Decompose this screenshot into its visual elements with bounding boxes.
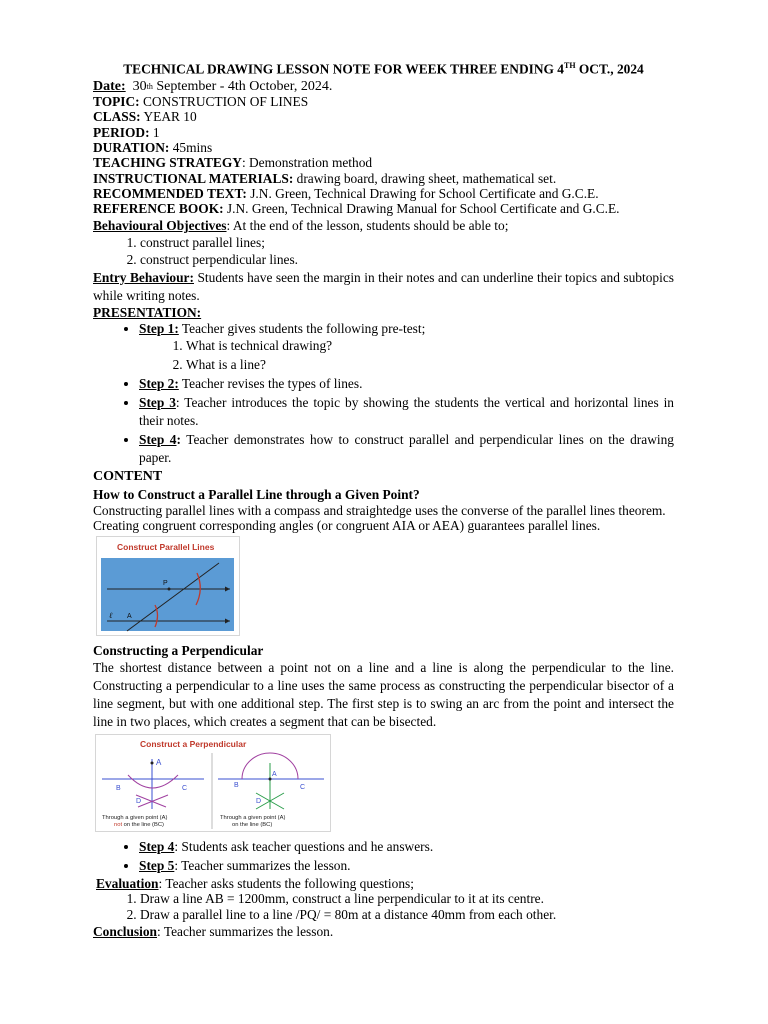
strategy-label: TEACHING STRATEGY (93, 155, 242, 171)
left-point-a (151, 761, 154, 764)
point-p (168, 587, 171, 590)
step-label: Step 1: (139, 321, 179, 337)
perpendicular-text: The shortest distance between a point not on a line and a line is along the perpendicular to the line. Constructing a perpendicular to a line uses the same process as constructing the perpendicular bisector of a line segment, but with one additional step. The first step is to swing an arc from the point and intersect the line in two places, which creates a segment that can be bisected. (93, 659, 674, 729)
topic-label: TOPIC: (93, 94, 140, 110)
topic-value: CONSTRUCTION OF LINES (139, 94, 309, 110)
step-text: Teacher demonstrates how to construct parallel and perpendicular lines on the drawing paper. (139, 432, 674, 465)
right-label-a: A (272, 770, 277, 778)
left-caption-line2 (114, 822, 164, 828)
period-value: 1 (149, 124, 160, 140)
entry-behaviour (93, 269, 674, 305)
duration-value: 45mins (169, 139, 213, 155)
duration-row (93, 140, 674, 155)
recommended-row (93, 186, 674, 201)
list-item: 2. What is a line? (186, 356, 674, 373)
right-label-b: B (234, 781, 239, 789)
list-item: 2. Draw a parallel line to a line /PQ/ = 80m at a distance 40mm from each other. (140, 907, 674, 924)
title-text: TECHNICAL DRAWING LESSON NOTE FOR WEEK THREE ENDING 4 (123, 61, 564, 77)
evaluation-label: Evaluation (96, 875, 159, 891)
step-label: Step 2: (139, 376, 179, 392)
step-text: : Students ask teacher questions and he answers. (174, 838, 434, 854)
reference-label: REFERENCE BOOK: (93, 201, 224, 217)
class-value: YEAR 10 (140, 109, 197, 125)
list-item: 1. What is technical drawing? (186, 337, 674, 354)
class-row (93, 109, 674, 124)
objectives-value: : At the end of the lesson, students should be able to; (226, 218, 509, 234)
topic-row (93, 94, 674, 109)
right-caption-line2: on the line (BC) (232, 821, 273, 828)
title-sup: TH (563, 61, 576, 70)
list-item (139, 857, 674, 874)
step-colon: : (176, 432, 181, 448)
step-label: Step 3 (139, 395, 176, 411)
step-label: Step 4 (139, 838, 175, 854)
date-row (93, 79, 674, 94)
left-caption-not: not (114, 821, 123, 828)
right-label-d: D (256, 797, 262, 805)
strategy-row (93, 155, 674, 170)
left-arc (128, 775, 178, 788)
entry-label: Entry Behaviour: (93, 269, 194, 285)
label-l: ℓ (109, 610, 113, 620)
label-a: A (127, 612, 132, 620)
closing-steps (93, 838, 674, 874)
lesson-note (93, 58, 674, 939)
date-label: Date: (93, 78, 126, 94)
label-p: P (163, 579, 168, 587)
list-item: 1. Draw a line AB = 1200mm, construct a line perpendicular to it at its centre. (140, 891, 674, 908)
materials-label: INSTRUCTIONAL MATERIALS: (93, 170, 294, 186)
conclusion-label: Conclusion (93, 923, 157, 939)
reference-row (93, 201, 674, 216)
left-label-a: A (156, 757, 162, 767)
perpendicular-figure (95, 734, 331, 832)
parallel-heading: How to Construct a Parallel Line through a Given Point? (93, 487, 420, 503)
strategy-value: : Demonstration method (241, 155, 373, 171)
date-sup: th (146, 81, 153, 91)
page-title (93, 58, 674, 77)
list-item (139, 394, 674, 429)
list-item (139, 431, 674, 466)
content-heading: CONTENT (93, 469, 163, 485)
evaluation-value: : Teacher asks students the following questions; (158, 875, 414, 891)
step-label: Step 4 (139, 432, 177, 448)
left-label-d: D (136, 797, 142, 805)
right-label-c: C (300, 783, 306, 791)
parallel-text: Constructing parallel lines with a compass and straightedge uses the converse of the parallel lines theorem. Creating congruent corresponding angles (or congruent AIA or AEA) guarantees parallel lines. (93, 503, 666, 534)
conclusion-value: : Teacher summarizes the lesson. (157, 923, 334, 939)
parallel-lines-figure (96, 536, 240, 636)
step-text: : Teacher introduces the topic by showing the students the vertical and horizontal lines in their notes. (139, 395, 674, 428)
recommended-value: J.N. Green, Technical Drawing for School Certificate and G.C.E. (246, 185, 599, 201)
fig1-background (101, 558, 234, 631)
presentation-steps (93, 320, 674, 466)
step-label: Step 5 (139, 857, 175, 873)
parallel-lines-diagram (97, 537, 239, 635)
conclusion-row (93, 924, 674, 939)
fig1-title: Construct Parallel Lines (117, 541, 215, 552)
step-text: : Teacher summarizes the lesson. (174, 857, 351, 873)
left-label-b: B (116, 784, 121, 792)
entry-value: Students have seen the margin in their notes and can underline their topics and subtopics while writing notes. (93, 269, 674, 303)
fig2-title: Construct a Perpendicular (140, 738, 247, 749)
materials-value: drawing board, drawing sheet, mathematical set. (293, 170, 557, 186)
right-caption-line1: Through a given point (A) (220, 814, 286, 821)
objectives-label: Behavioural Objectives (93, 218, 227, 234)
evaluation-row (96, 876, 674, 891)
perpendicular-diagram (96, 735, 330, 831)
date-value: September - 4th October, 2024. (152, 78, 333, 94)
period-label: PERIOD: (93, 124, 150, 140)
list-item: 2. construct perpendicular lines. (140, 251, 674, 268)
objectives-list (93, 234, 674, 268)
presentation-label: PRESENTATION: (93, 304, 202, 320)
reference-value: J.N. Green, Technical Drawing Manual for School Certificate and G.C.E. (223, 201, 620, 217)
recommended-label: RECOMMENDED TEXT: (93, 185, 247, 201)
materials-row (93, 171, 674, 186)
presentation-heading (93, 305, 674, 320)
list-item (139, 320, 674, 373)
list-item (139, 375, 674, 392)
objectives-row (93, 218, 674, 233)
left-label-c: C (182, 784, 188, 792)
step-text: Teacher revises the types of lines. (178, 376, 363, 392)
step-text: Teacher gives students the following pre-test; (178, 321, 426, 337)
perpendicular-heading: Constructing a Perpendicular (93, 642, 264, 658)
period-row (93, 125, 674, 140)
class-label: CLASS: (93, 109, 141, 125)
left-caption-line1: Through a given point (A) (102, 814, 168, 821)
pretest-list (139, 337, 674, 373)
list-item: 1. construct parallel lines; (140, 234, 674, 251)
title-end: OCT., 2024 (575, 61, 644, 77)
duration-label: DURATION: (93, 139, 170, 155)
evaluation-list (93, 891, 674, 924)
date-day: 30 (132, 78, 147, 94)
left-caption-rest: on the line (BC) (122, 821, 164, 828)
list-item (139, 838, 674, 855)
